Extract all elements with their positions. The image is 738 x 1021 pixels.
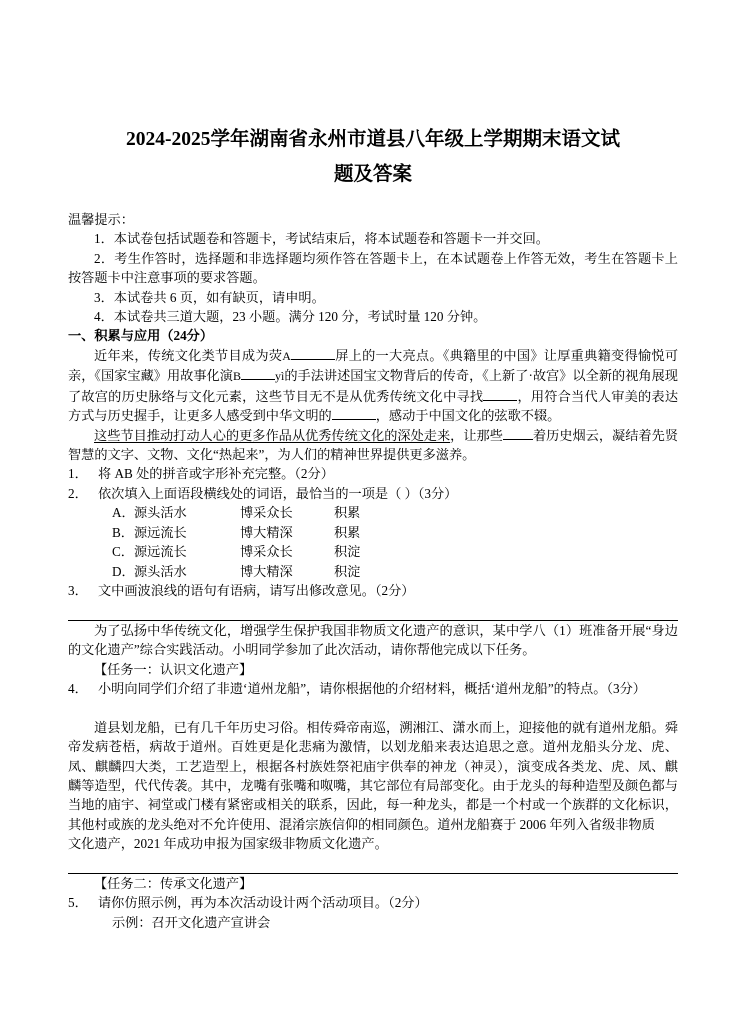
question-1: [68, 464, 678, 483]
question-2-number: 2．: [68, 485, 88, 501]
passage-text-part-2: 屏上的一大亮点。《典籍里的中国》让厚重典籍变得愉悦可亲，《国家宝藏》用故事化演: [68, 348, 678, 384]
question-3: [68, 581, 678, 600]
passage-paragraph-1: [68, 346, 678, 426]
task-two-heading: 【任务二：传承文化遗产】: [94, 875, 253, 891]
question-5-text: 请你仿照示例，再为本次活动设计两个活动项目。（2分）: [98, 895, 428, 911]
question-5: [68, 893, 678, 912]
question-4: [68, 679, 678, 698]
page-title-line-2: 题及答案: [333, 164, 412, 185]
question-5-example: 示例：召开文化遗产宣讲会: [112, 914, 271, 930]
option-a-col-1: 源头活水: [134, 505, 187, 521]
blank-b-pinyin: yì: [274, 369, 285, 384]
blank-c-fill: [483, 400, 517, 401]
question-1-number: 1．: [68, 466, 88, 482]
question-3-text: 文中画波浪线的语句有语病，请写出修改意见。（2分）: [98, 582, 415, 598]
blank-e-fill: [503, 439, 533, 440]
blank-label-a: A: [282, 349, 291, 364]
tips-item-3: 3．本试卷共 6 页，如有缺页，请申明。: [94, 289, 325, 305]
question-1-text: 将 AB 处的拼音或字形补充完整。（2分）: [98, 466, 334, 482]
document-body: [68, 0, 678, 932]
spacer-after-question-4: [68, 698, 678, 717]
passage-paragraph-2: [68, 426, 678, 465]
question-4-number: 4．: [68, 680, 88, 696]
option-c-letter: C．: [112, 544, 134, 560]
option-b-col-2: 博大精深: [240, 524, 293, 540]
blank-d-fill: [332, 419, 376, 420]
page-title-line-1: 2024-2025学年湖南省永州市道县八年级上学期期末语文试: [126, 129, 620, 150]
tips-heading: 温馨提示：: [68, 212, 134, 227]
option-d-col-1: 源头活水: [134, 563, 187, 579]
blank-b-fill: [241, 379, 275, 380]
option-b-letter: B．: [112, 524, 134, 540]
option-a-col-3: 积累: [334, 505, 361, 521]
question-4-text: 小明向同学们介绍了非遗‘道州龙船”，请你根据他的介绍材料，概括‘道州龙船”的特点。（3分）: [98, 680, 646, 696]
blank-label-b: B: [232, 369, 241, 384]
option-d-col-3: 积淀: [334, 563, 361, 579]
question-5-number: 5．: [68, 895, 88, 911]
task-one-heading: 【任务一：认识文化遗产】: [94, 661, 253, 677]
page-title: [68, 122, 678, 192]
dragon-boat-paragraph-2: 文化遗产，2021 年成功申报为国家级非物质文化遗产。: [68, 836, 388, 852]
option-c[interactable]: [68, 542, 678, 561]
passage-text-part-5: ，感动于中国文化的弦歌不辍。: [375, 408, 561, 424]
option-b[interactable]: [68, 523, 678, 542]
option-c-col-2: 博采众长: [240, 544, 293, 560]
activity-intro-paragraph: 为了弘扬中华传统文化，增强学生保护我国非物质文化遗产的意识，某中学八（1）班准备开展“身边的文化遗产”综合实践活动。小明同学参加了此次活动，请你帮他完成以下任务。: [68, 622, 678, 658]
option-a-col-2: 博采众长: [240, 505, 293, 521]
passage-text-part-1: 近年来，传统文化类节目成为荧: [94, 348, 283, 364]
question-2-text: 依次填入上面语段横线处的词语，最恰当的一项是（ ）（3分）: [98, 485, 458, 501]
question-3-number: 3．: [68, 582, 88, 598]
spacer-after-question-3: [68, 600, 678, 619]
passage-text-part-4: ，用符合当代人审美的表达方式与历史握手，让更多人感受到中华文明的: [68, 388, 679, 424]
passage-text-part-3: 的手法讲述国宝文物背后的传奇，《上新了·故宫》以全新的视角展现了故宫的历史脉络与文化元素，这些节目无不是从优秀传统文化中寻找: [68, 368, 678, 404]
section-one-heading: 一、积累与应用（24分）: [68, 328, 214, 344]
option-d-letter: D．: [112, 563, 135, 579]
spacer-before-rule-2: [68, 854, 678, 873]
option-c-col-1: 源远流长: [134, 544, 187, 560]
tips-item-1: 1．本试卷包括试题卷和答题卡，考试结束后，将本试题卷和答题卡一并交回。: [94, 231, 549, 247]
option-d-col-2: 博大精深: [240, 563, 293, 579]
underlined-sentence: 这些节目推动打动人心的更多作品从优秀传统文化的深处走来: [94, 427, 451, 443]
option-c-col-3: 积淀: [334, 544, 361, 560]
dragon-boat-paragraph-1: 道县划龙船，已有几千年历史习俗。相传舜帝南巡，溯湘江、潇水而上，迎接他的就有道州龙船。舜帝发病苍梧，病故于道州。百姓更是化悲痛为激情，以划龙船来表达追思之意。道州龙船头分龙、虎、凤、麒麟四大类，工艺造型上，根据各村族姓祭祀庙宇供奉的神龙（神灵），演变成各类龙、虎、凤、麒麟等造型，代代传袭。其中，龙嘴有张嘴和呶嘴，其它部位有局部变化。由于龙头的每种造型及颜色都与当地的庙宇、祠堂或门楼有紧密或相关的联系，因此，每一种龙头，都是一个村或一个族群的文化标识，其他村或族的龙头绝对不允许使用、混淆宗族信仰的相同颜色。道州龙船赛于 2006 年列入省级非物质: [68, 719, 678, 832]
tips-item-2: 2．考生作答时，选择题和非选择题均须作答在答题卡上，在本试题卷上作答无效，考生在答题卡上按答题卡中注意事项的要求答题。: [68, 250, 678, 286]
option-a[interactable]: [68, 503, 678, 522]
passage-2-part-2: 着历史烟云，凝结着先贤智慧的文字、文物、文化“热起来”，为人们的精神世界提供更多滋养。: [68, 427, 679, 463]
option-b-col-1: 源远流长: [134, 524, 187, 540]
tips-item-4: 4．本试卷共三道大题，23 小题。满分 120 分，考试时量 120 分钟。: [94, 309, 487, 325]
passage-2-part-1: ，让那些: [450, 427, 503, 443]
option-b-col-3: 积累: [334, 524, 361, 540]
question-2: [68, 484, 678, 503]
option-a-letter: A．: [112, 505, 135, 521]
blank-a-fill: [291, 359, 335, 360]
option-d[interactable]: [68, 562, 678, 581]
